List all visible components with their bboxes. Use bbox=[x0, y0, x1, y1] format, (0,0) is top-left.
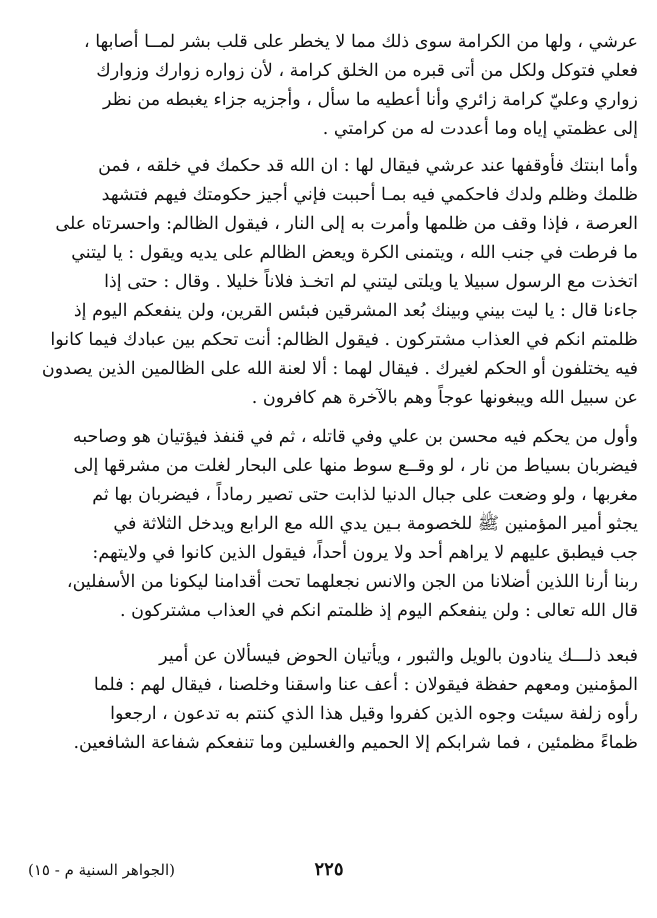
paragraph-1 bbox=[20, 28, 638, 144]
text-line: ما فرطت في جنب الله ، ويتمنى الكرة ويعض الظالم على يديه ويقول : يا ليتني bbox=[71, 243, 638, 263]
text-line: ظماءً مظمئين ، فما شرابكم إلا الحميم والغسلين وما تنفعكم شفاعة الشافعين. bbox=[73, 733, 638, 753]
paragraph-3 bbox=[20, 423, 638, 626]
text-line: المؤمنين ومعهم حفظة فيقولان : أعف عنا واسقنا وخلصنا ، فيقال لهم : فلما bbox=[93, 675, 638, 695]
text-line: ظلمتم انكم في العذاب مشتركون . فيقول الظالم: أنت تحكم بين عبادك فيما كانوا bbox=[50, 330, 638, 350]
text-line: فعلي فتوكل ولكل من أتى قبره من الخلق كرامة ، لأن زواره زوارك وزوارك bbox=[96, 61, 638, 81]
text-line: مغربها ، ولو وضعت على جبال الدنيا لذابت حتى تصير رماداً ، فيضربان بها ثم bbox=[92, 485, 638, 505]
text-line: اتخذت مع الرسول سبيلا يا ويلتى ليتني لم اتخـذ فلاناً خليلا . وقال : حتى إذا bbox=[104, 272, 638, 292]
paragraph-4 bbox=[20, 642, 638, 758]
page-footer bbox=[20, 855, 638, 885]
page-number: ٢٢٥ bbox=[314, 859, 344, 880]
paragraph-gap bbox=[20, 144, 638, 152]
text-line: العرصة ، فإذا وقف من ظلمها وأمرت به إلى النار ، فيقول الظالم: واحسرتاه على bbox=[55, 214, 638, 234]
text-line: فيضربان بسياط من نار ، لو وقــع سوط منها على البحار لغلت من مشرقها إلى bbox=[73, 456, 638, 476]
paragraph-gap bbox=[20, 413, 638, 423]
text-line: فبعد ذلـــك ينادون بالويل والثبور ، ويأتيان الحوض فيسألان عن أمير bbox=[159, 646, 638, 666]
text-line: عن سبيل الله ويبغونها عوجاً وهم بالآخرة هم كافرون . bbox=[251, 388, 638, 408]
text-line: جب فيطبق عليهم لا يراهم أحد ولا يرون أحداً، فيقول الذين كانوا في ولايتهم: bbox=[92, 543, 638, 563]
text-line: جاءنا قال : يا ليت بيني وبينك بُعد المشرقين فبئس القرين، ولن ينفعكم اليوم إذ bbox=[73, 301, 638, 321]
paragraph-gap bbox=[20, 626, 638, 642]
text-line: زواري وعليّ كرامة زائري وأنا أعطيه ما سأل ، وأجزيه جزاء يغبطه من نظر bbox=[102, 90, 638, 110]
text-line: ربنا أرنا اللذين أضلانا من الجن والانس نجعلهما تحت أقدامنا ليكونا من الأسفلين، bbox=[66, 572, 638, 592]
running-footer: (الجواهر السنية م - ١٥) bbox=[28, 861, 176, 879]
text-line: يجثو أمير المؤمنين ﷺ للخصومة بـين يدي الله مع الرابع ويدخل الثلاثة في bbox=[113, 514, 638, 534]
page-body bbox=[20, 28, 638, 758]
paragraph-2 bbox=[20, 152, 638, 413]
text-line: رأوه زلفة سيئت وجوه الذين كفروا وقيل هذا الذي كنتم به تدعون ، ارجعوا bbox=[110, 704, 638, 724]
text-line: قال الله تعالى : ولن ينفعكم اليوم إذ ظلمتم انكم في العذاب مشتركون . bbox=[119, 601, 638, 621]
text-line: وأول من يحكم فيه محسن بن علي وفي قاتله ، ثم في قنفذ فيؤتيان هو وصاحبه bbox=[72, 427, 638, 447]
text-line: فيه يختلفون أو الحكم لغيرك . فيقال لهما : ألا لعنة الله على الظالمين الذين يصدون bbox=[41, 359, 638, 379]
text-line: ظلمك وظلم ولدك فاحكمي فيه بمـا أحببت فإني أجيز حكومتك فيهم فتشهد bbox=[101, 185, 638, 205]
text-line: إلى عظمتي إياه وما أعددت له من كرامتي . bbox=[322, 119, 638, 139]
text-line: عرشي ، ولها من الكرامة سوى ذلك مما لا يخطر على قلب بشر لمــا أصابها ، bbox=[83, 32, 638, 52]
text-line: وأما ابنتك فأوقفها عند عرشي فيقال لها : ان الله قد حكمك في خلقه ، فمن bbox=[98, 156, 638, 176]
